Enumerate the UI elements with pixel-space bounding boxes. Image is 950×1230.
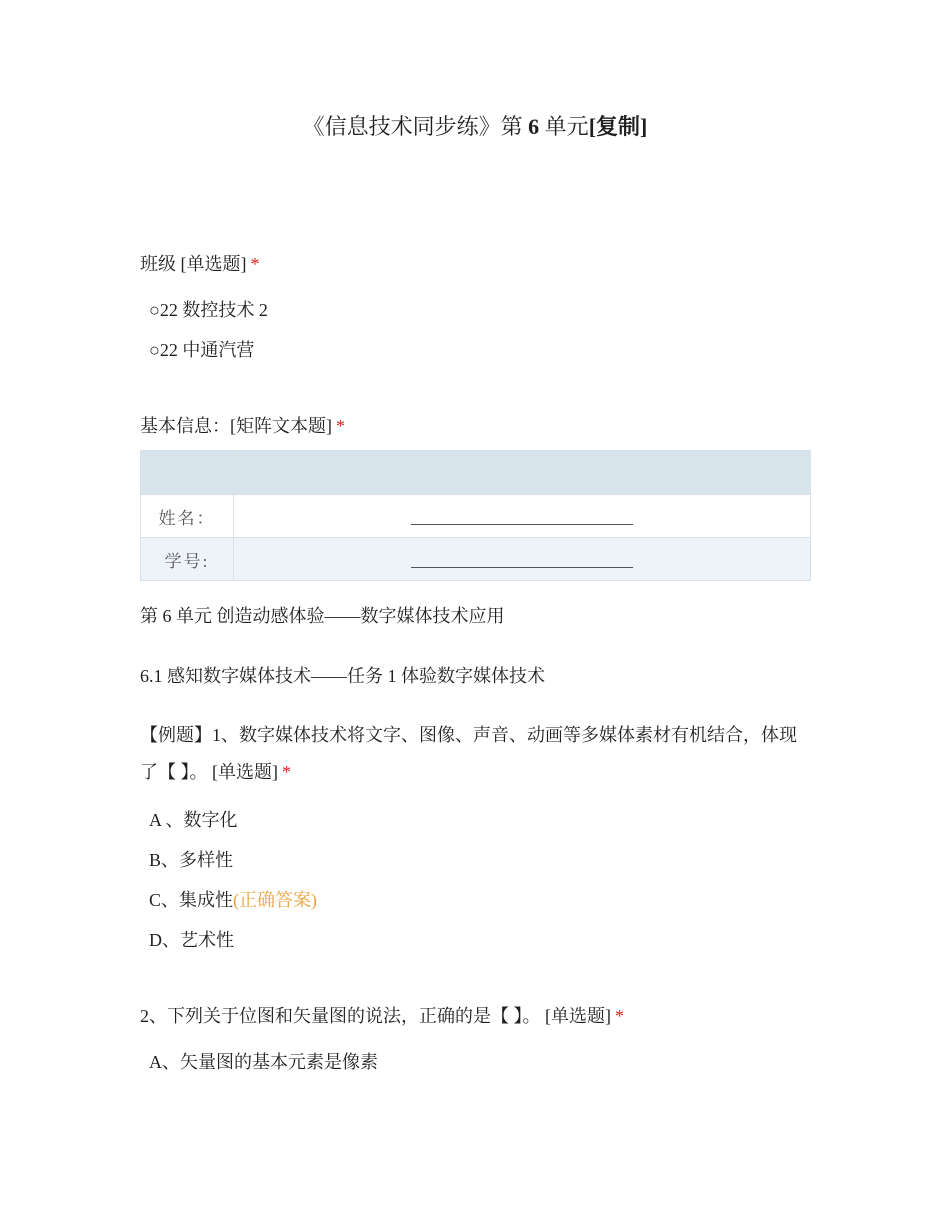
unit-heading: 第 6 单元 创造动感体验——数字媒体技术应用 (140, 606, 505, 626)
question-1-type: [单选题] (212, 762, 278, 782)
question-class-title (140, 252, 260, 276)
title-suffix: [复制] (588, 114, 648, 139)
page-title (0, 112, 950, 142)
q1-option-c[interactable] (149, 888, 317, 912)
required-mark: * (336, 416, 345, 436)
class-option-2[interactable]: ○22 中通汽营 (149, 340, 255, 360)
question-class-type: [单选题] (180, 254, 247, 274)
class-option-1[interactable]: ○22 数控技术 2 (149, 300, 268, 320)
lesson-heading: 6.1 感知数字媒体技术——任务 1 体验数字媒体技术 (140, 666, 545, 686)
matrix-row-label: 学号: (141, 538, 234, 581)
question-2-title (140, 1004, 624, 1028)
question-class-label: 班级 (140, 254, 181, 274)
name-input[interactable] (234, 495, 811, 538)
q1-option-b-text: B、多样性 (149, 850, 234, 870)
basic-info-matrix (140, 450, 811, 581)
matrix-header-cell (141, 451, 234, 495)
question-1-text: 【例题】1、数字媒体技术将文字、图像、声音、动画等多媒体素材有机结合，体现了【 】。 (140, 725, 797, 782)
student-id-input-line[interactable] (411, 553, 633, 568)
question-basic-title (140, 414, 345, 438)
q1-option-d-text: D、艺术性 (149, 930, 234, 950)
student-id-input[interactable] (234, 538, 811, 581)
question-basic-label: 基本信息： (140, 416, 230, 436)
title-middle: 单元 (539, 114, 589, 139)
matrix-row-name (141, 495, 811, 538)
q1-option-a-text: A 、数字化 (149, 810, 238, 830)
matrix-row-student-id (141, 538, 811, 581)
required-mark: * (250, 254, 260, 274)
q2-option-a-text: A、矢量图的基本元素是像素 (149, 1052, 378, 1072)
required-mark: * (282, 762, 291, 782)
question-2-text: 2、下列关于位图和矢量图的说法，正确的是【 】。 (140, 1006, 541, 1026)
question-1-title (140, 717, 810, 791)
title-prefix: 《信息技术同步练》第 (302, 114, 529, 139)
q2-option-a[interactable] (149, 1050, 378, 1074)
matrix-header-cell (234, 451, 811, 495)
matrix-header-row (141, 451, 811, 495)
matrix-row-label: 姓名： (141, 495, 234, 538)
name-input-line[interactable] (411, 510, 633, 525)
q1-option-b[interactable] (149, 848, 233, 872)
question-basic-type: [矩阵文本题] (230, 416, 332, 436)
title-number: 6 (528, 114, 540, 139)
q1-option-a[interactable] (149, 808, 238, 832)
question-2-type: [单选题] (545, 1006, 611, 1026)
q1-option-d[interactable] (149, 928, 234, 952)
q1-option-c-text: C、集成性 (149, 890, 234, 910)
required-mark: * (615, 1006, 624, 1026)
correct-answer-note: (正确答案) (233, 890, 318, 910)
